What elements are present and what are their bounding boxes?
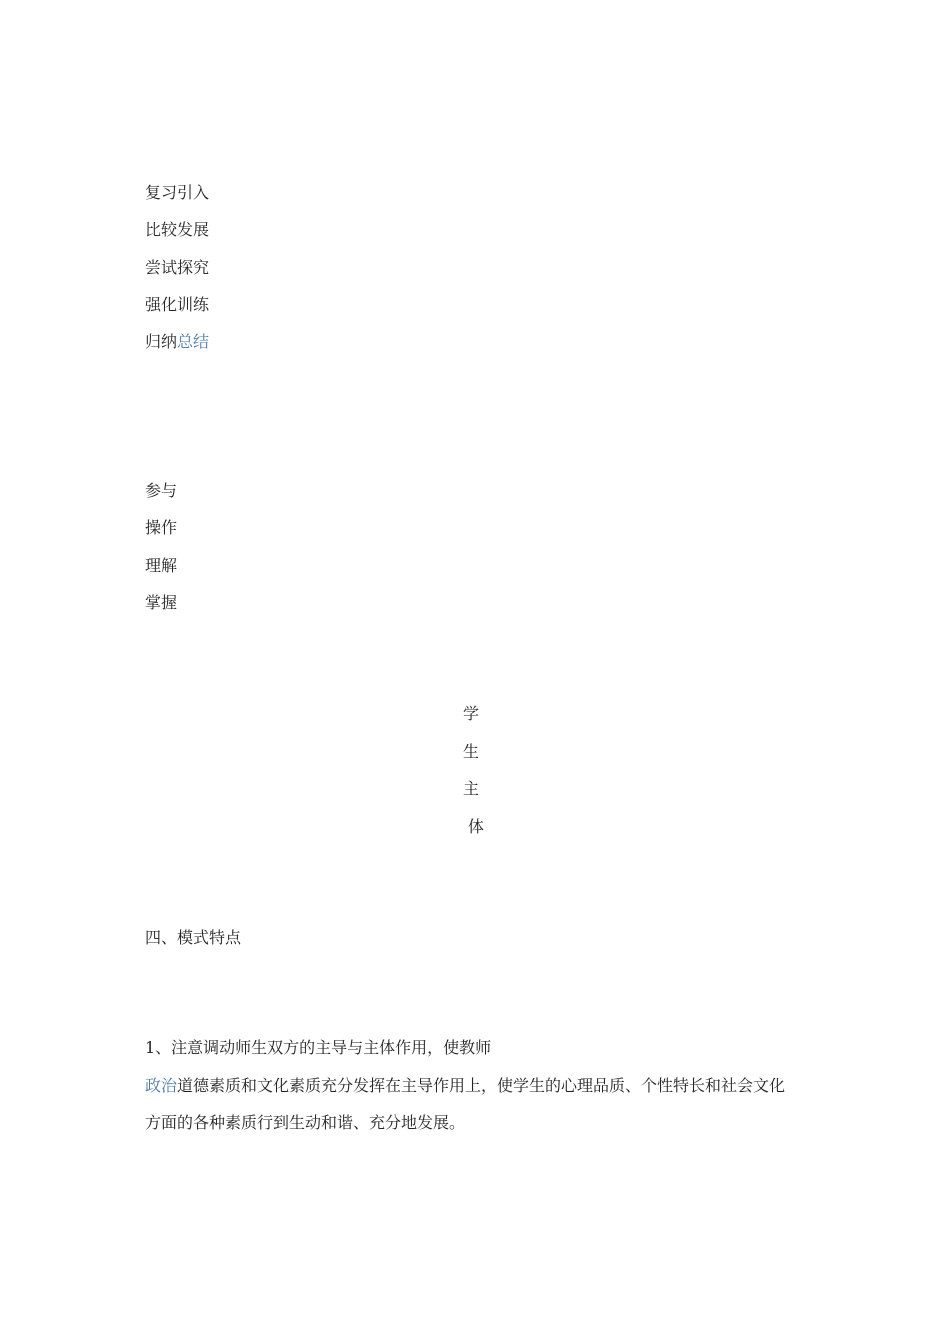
vertical-char-4: 体 — [468, 817, 485, 836]
step-item-2: 比较发展 — [145, 220, 210, 239]
action-item-3: 理解 — [145, 556, 178, 575]
action-item-4: 掌握 — [145, 593, 178, 612]
section-heading: 四、模式特点 — [145, 928, 242, 947]
action-item-1: 参与 — [145, 481, 178, 500]
vertical-char-3: 主 — [463, 779, 480, 798]
paragraph-line-1: 1、注意调动师生双方的主导与主体作用，使教师 — [145, 1038, 492, 1057]
action-item-2: 操作 — [145, 518, 178, 537]
step-item-3: 尝试探究 — [145, 258, 210, 277]
step-item-1: 复习引入 — [145, 183, 210, 202]
step-item-4: 强化训练 — [145, 295, 210, 314]
summary-link[interactable]: 总结 — [177, 332, 210, 351]
vertical-char-2: 生 — [463, 742, 480, 761]
step-item-5-prefix: 归纳 — [145, 332, 178, 351]
paragraph-line-3: 方面的各种素质行到生动和谐、充分地发展。 — [145, 1113, 466, 1132]
politics-link[interactable]: 政治 — [145, 1076, 178, 1095]
vertical-char-1: 学 — [463, 704, 480, 723]
step-item-5 — [145, 332, 209, 352]
paragraph-line-2-text: 道德素质和文化素质充分发挥在主导作用上，使学生的心理品质、个性特长和社会文化 — [177, 1076, 786, 1095]
paragraph-line-2 — [145, 1076, 785, 1096]
